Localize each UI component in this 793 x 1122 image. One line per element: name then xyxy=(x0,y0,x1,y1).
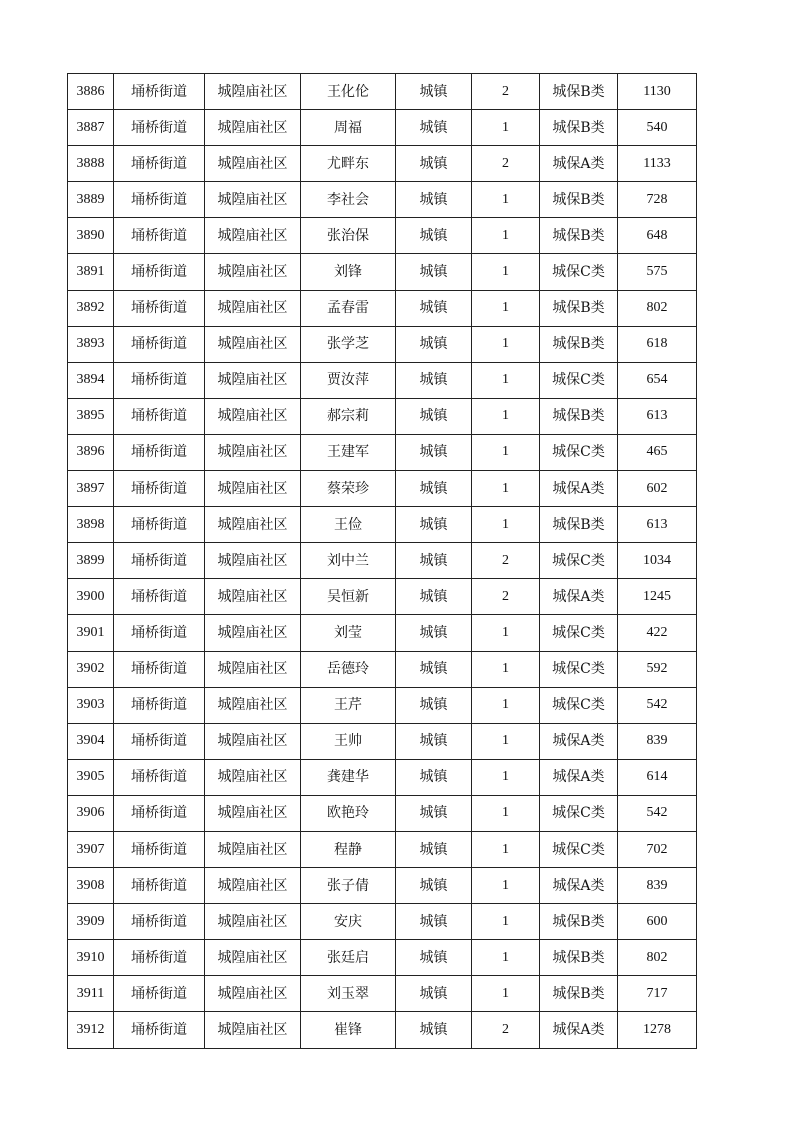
cell-person-count: 2 xyxy=(472,579,540,615)
cell-household-type: 城镇 xyxy=(396,940,472,976)
cell-insurance-category: 城保A类 xyxy=(540,723,618,759)
cell-person-name: 王芹 xyxy=(301,687,396,723)
cell-amount: 618 xyxy=(618,326,697,362)
table-row xyxy=(68,940,697,976)
cell-community: 城隍庙社区 xyxy=(205,940,301,976)
cell-amount: 602 xyxy=(618,471,697,507)
cell-community: 城隍庙社区 xyxy=(205,398,301,434)
cell-street: 埇桥街道 xyxy=(114,904,205,940)
cell-record-number: 3889 xyxy=(68,182,114,218)
cell-person-count: 1 xyxy=(472,362,540,398)
cell-record-number: 3891 xyxy=(68,254,114,290)
cell-amount: 592 xyxy=(618,651,697,687)
cell-amount: 717 xyxy=(618,976,697,1012)
cell-person-name: 贾汝萍 xyxy=(301,362,396,398)
cell-amount: 648 xyxy=(618,218,697,254)
cell-household-type: 城镇 xyxy=(396,507,472,543)
cell-insurance-category: 城保C类 xyxy=(540,615,618,651)
cell-person-count: 1 xyxy=(472,507,540,543)
cell-street: 埇桥街道 xyxy=(114,831,205,867)
table-row xyxy=(68,182,697,218)
cell-household-type: 城镇 xyxy=(396,1012,472,1048)
cell-household-type: 城镇 xyxy=(396,398,472,434)
cell-community: 城隍庙社区 xyxy=(205,507,301,543)
cell-record-number: 3899 xyxy=(68,543,114,579)
cell-person-name: 周福 xyxy=(301,110,396,146)
cell-amount: 1034 xyxy=(618,543,697,579)
cell-street: 埇桥街道 xyxy=(114,795,205,831)
table-row xyxy=(68,868,697,904)
cell-record-number: 3906 xyxy=(68,795,114,831)
cell-insurance-category: 城保A类 xyxy=(540,868,618,904)
cell-record-number: 3909 xyxy=(68,904,114,940)
cell-insurance-category: 城保B类 xyxy=(540,326,618,362)
table-row xyxy=(68,290,697,326)
cell-person-name: 张治保 xyxy=(301,218,396,254)
cell-insurance-category: 城保B类 xyxy=(540,110,618,146)
cell-community: 城隍庙社区 xyxy=(205,615,301,651)
table-row xyxy=(68,543,697,579)
cell-person-name: 王化伦 xyxy=(301,74,396,110)
cell-street: 埇桥街道 xyxy=(114,290,205,326)
cell-household-type: 城镇 xyxy=(396,74,472,110)
cell-street: 埇桥街道 xyxy=(114,651,205,687)
cell-household-type: 城镇 xyxy=(396,976,472,1012)
cell-person-count: 2 xyxy=(472,1012,540,1048)
cell-person-name: 欧艳玲 xyxy=(301,795,396,831)
cell-person-count: 1 xyxy=(472,723,540,759)
cell-insurance-category: 城保B类 xyxy=(540,904,618,940)
cell-person-count: 1 xyxy=(472,398,540,434)
cell-insurance-category: 城保A类 xyxy=(540,1012,618,1048)
cell-record-number: 3905 xyxy=(68,759,114,795)
cell-community: 城隍庙社区 xyxy=(205,362,301,398)
cell-person-name: 郝宗莉 xyxy=(301,398,396,434)
cell-person-count: 1 xyxy=(472,615,540,651)
cell-household-type: 城镇 xyxy=(396,795,472,831)
cell-amount: 613 xyxy=(618,507,697,543)
cell-community: 城隍庙社区 xyxy=(205,471,301,507)
cell-amount: 422 xyxy=(618,615,697,651)
cell-person-name: 王建军 xyxy=(301,434,396,470)
cell-amount: 802 xyxy=(618,290,697,326)
cell-household-type: 城镇 xyxy=(396,759,472,795)
cell-community: 城隍庙社区 xyxy=(205,795,301,831)
cell-street: 埇桥街道 xyxy=(114,868,205,904)
cell-household-type: 城镇 xyxy=(396,254,472,290)
records-table xyxy=(67,73,697,1049)
cell-person-count: 2 xyxy=(472,74,540,110)
table-row xyxy=(68,74,697,110)
cell-community: 城隍庙社区 xyxy=(205,831,301,867)
cell-street: 埇桥街道 xyxy=(114,615,205,651)
cell-person-count: 1 xyxy=(472,434,540,470)
cell-household-type: 城镇 xyxy=(396,687,472,723)
cell-household-type: 城镇 xyxy=(396,723,472,759)
cell-person-name: 尤畔东 xyxy=(301,146,396,182)
cell-community: 城隍庙社区 xyxy=(205,434,301,470)
cell-amount: 1278 xyxy=(618,1012,697,1048)
cell-insurance-category: 城保C类 xyxy=(540,651,618,687)
cell-community: 城隍庙社区 xyxy=(205,651,301,687)
cell-amount: 839 xyxy=(618,868,697,904)
cell-community: 城隍庙社区 xyxy=(205,218,301,254)
cell-street: 埇桥街道 xyxy=(114,687,205,723)
cell-street: 埇桥街道 xyxy=(114,254,205,290)
cell-person-count: 1 xyxy=(472,182,540,218)
cell-person-name: 刘中兰 xyxy=(301,543,396,579)
cell-amount: 728 xyxy=(618,182,697,218)
cell-insurance-category: 城保B类 xyxy=(540,398,618,434)
cell-street: 埇桥街道 xyxy=(114,723,205,759)
cell-person-count: 1 xyxy=(472,759,540,795)
cell-amount: 575 xyxy=(618,254,697,290)
cell-street: 埇桥街道 xyxy=(114,146,205,182)
cell-person-name: 龚建华 xyxy=(301,759,396,795)
table-row xyxy=(68,218,697,254)
cell-person-count: 2 xyxy=(472,146,540,182)
table-row xyxy=(68,904,697,940)
cell-amount: 1133 xyxy=(618,146,697,182)
cell-record-number: 3908 xyxy=(68,868,114,904)
cell-insurance-category: 城保A类 xyxy=(540,579,618,615)
cell-community: 城隍庙社区 xyxy=(205,146,301,182)
cell-street: 埇桥街道 xyxy=(114,182,205,218)
cell-household-type: 城镇 xyxy=(396,434,472,470)
cell-person-name: 张学芝 xyxy=(301,326,396,362)
table-row xyxy=(68,398,697,434)
table-row xyxy=(68,723,697,759)
cell-household-type: 城镇 xyxy=(396,326,472,362)
cell-person-count: 1 xyxy=(472,831,540,867)
cell-insurance-category: 城保B类 xyxy=(540,290,618,326)
cell-street: 埇桥街道 xyxy=(114,543,205,579)
cell-person-count: 1 xyxy=(472,868,540,904)
cell-insurance-category: 城保B类 xyxy=(540,507,618,543)
cell-community: 城隍庙社区 xyxy=(205,904,301,940)
cell-amount: 702 xyxy=(618,831,697,867)
cell-household-type: 城镇 xyxy=(396,651,472,687)
cell-person-name: 王帅 xyxy=(301,723,396,759)
cell-street: 埇桥街道 xyxy=(114,218,205,254)
cell-street: 埇桥街道 xyxy=(114,326,205,362)
cell-street: 埇桥街道 xyxy=(114,434,205,470)
cell-record-number: 3896 xyxy=(68,434,114,470)
cell-insurance-category: 城保B类 xyxy=(540,182,618,218)
cell-amount: 600 xyxy=(618,904,697,940)
cell-person-name: 程静 xyxy=(301,831,396,867)
cell-street: 埇桥街道 xyxy=(114,398,205,434)
cell-household-type: 城镇 xyxy=(396,868,472,904)
cell-community: 城隍庙社区 xyxy=(205,74,301,110)
cell-street: 埇桥街道 xyxy=(114,471,205,507)
cell-amount: 542 xyxy=(618,687,697,723)
cell-insurance-category: 城保C类 xyxy=(540,795,618,831)
cell-person-name: 李社会 xyxy=(301,182,396,218)
cell-street: 埇桥街道 xyxy=(114,74,205,110)
cell-record-number: 3902 xyxy=(68,651,114,687)
cell-street: 埇桥街道 xyxy=(114,759,205,795)
cell-insurance-category: 城保C类 xyxy=(540,254,618,290)
cell-person-name: 蔡荣珍 xyxy=(301,471,396,507)
table-row xyxy=(68,687,697,723)
table-row xyxy=(68,362,697,398)
cell-record-number: 3887 xyxy=(68,110,114,146)
cell-person-name: 崔锋 xyxy=(301,1012,396,1048)
cell-record-number: 3912 xyxy=(68,1012,114,1048)
cell-insurance-category: 城保B类 xyxy=(540,940,618,976)
cell-amount: 465 xyxy=(618,434,697,470)
cell-insurance-category: 城保A类 xyxy=(540,146,618,182)
cell-person-name: 安庆 xyxy=(301,904,396,940)
cell-community: 城隍庙社区 xyxy=(205,976,301,1012)
table-row xyxy=(68,615,697,651)
cell-person-count: 1 xyxy=(472,651,540,687)
cell-person-count: 1 xyxy=(472,254,540,290)
cell-amount: 654 xyxy=(618,362,697,398)
table-body xyxy=(68,74,697,1049)
cell-person-name: 岳德玲 xyxy=(301,651,396,687)
cell-person-name: 张子倩 xyxy=(301,868,396,904)
cell-household-type: 城镇 xyxy=(396,904,472,940)
cell-community: 城隍庙社区 xyxy=(205,182,301,218)
table-row xyxy=(68,831,697,867)
cell-record-number: 3897 xyxy=(68,471,114,507)
table-row xyxy=(68,795,697,831)
cell-person-count: 1 xyxy=(472,290,540,326)
cell-record-number: 3911 xyxy=(68,976,114,1012)
cell-record-number: 3893 xyxy=(68,326,114,362)
cell-record-number: 3904 xyxy=(68,723,114,759)
table-row xyxy=(68,434,697,470)
cell-household-type: 城镇 xyxy=(396,110,472,146)
cell-person-count: 1 xyxy=(472,218,540,254)
cell-street: 埇桥街道 xyxy=(114,579,205,615)
cell-household-type: 城镇 xyxy=(396,182,472,218)
cell-insurance-category: 城保A类 xyxy=(540,759,618,795)
cell-person-name: 刘莹 xyxy=(301,615,396,651)
cell-person-count: 1 xyxy=(472,940,540,976)
cell-record-number: 3903 xyxy=(68,687,114,723)
cell-person-name: 王俭 xyxy=(301,507,396,543)
cell-community: 城隍庙社区 xyxy=(205,1012,301,1048)
cell-record-number: 3888 xyxy=(68,146,114,182)
cell-insurance-category: 城保B类 xyxy=(540,74,618,110)
cell-record-number: 3894 xyxy=(68,362,114,398)
table-row xyxy=(68,110,697,146)
cell-amount: 613 xyxy=(618,398,697,434)
cell-person-count: 1 xyxy=(472,976,540,1012)
cell-person-count: 1 xyxy=(472,687,540,723)
table-row xyxy=(68,146,697,182)
cell-street: 埇桥街道 xyxy=(114,507,205,543)
cell-community: 城隍庙社区 xyxy=(205,326,301,362)
cell-record-number: 3895 xyxy=(68,398,114,434)
cell-household-type: 城镇 xyxy=(396,218,472,254)
cell-community: 城隍庙社区 xyxy=(205,254,301,290)
cell-amount: 839 xyxy=(618,723,697,759)
table-row xyxy=(68,471,697,507)
cell-record-number: 3907 xyxy=(68,831,114,867)
table-row xyxy=(68,651,697,687)
cell-household-type: 城镇 xyxy=(396,146,472,182)
cell-amount: 614 xyxy=(618,759,697,795)
cell-person-name: 孟春雷 xyxy=(301,290,396,326)
cell-person-name: 刘锋 xyxy=(301,254,396,290)
table-row xyxy=(68,507,697,543)
cell-amount: 1130 xyxy=(618,74,697,110)
cell-amount: 1245 xyxy=(618,579,697,615)
cell-street: 埇桥街道 xyxy=(114,940,205,976)
cell-street: 埇桥街道 xyxy=(114,1012,205,1048)
table-row xyxy=(68,579,697,615)
cell-amount: 540 xyxy=(618,110,697,146)
cell-household-type: 城镇 xyxy=(396,471,472,507)
cell-community: 城隍庙社区 xyxy=(205,110,301,146)
cell-household-type: 城镇 xyxy=(396,615,472,651)
cell-street: 埇桥街道 xyxy=(114,110,205,146)
cell-person-count: 1 xyxy=(472,471,540,507)
cell-record-number: 3900 xyxy=(68,579,114,615)
cell-insurance-category: 城保B类 xyxy=(540,976,618,1012)
cell-insurance-category: 城保A类 xyxy=(540,471,618,507)
cell-record-number: 3898 xyxy=(68,507,114,543)
cell-community: 城隍庙社区 xyxy=(205,759,301,795)
cell-record-number: 3901 xyxy=(68,615,114,651)
cell-household-type: 城镇 xyxy=(396,543,472,579)
cell-insurance-category: 城保C类 xyxy=(540,687,618,723)
table-row xyxy=(68,1012,697,1048)
cell-insurance-category: 城保C类 xyxy=(540,831,618,867)
cell-person-name: 吴恒新 xyxy=(301,579,396,615)
cell-street: 埇桥街道 xyxy=(114,362,205,398)
cell-community: 城隍庙社区 xyxy=(205,543,301,579)
cell-record-number: 3892 xyxy=(68,290,114,326)
cell-person-count: 1 xyxy=(472,904,540,940)
cell-person-count: 2 xyxy=(472,543,540,579)
cell-insurance-category: 城保C类 xyxy=(540,362,618,398)
cell-household-type: 城镇 xyxy=(396,290,472,326)
cell-person-name: 张廷启 xyxy=(301,940,396,976)
table-row xyxy=(68,759,697,795)
cell-record-number: 3910 xyxy=(68,940,114,976)
table-row xyxy=(68,976,697,1012)
cell-record-number: 3886 xyxy=(68,74,114,110)
cell-insurance-category: 城保C类 xyxy=(540,543,618,579)
cell-community: 城隍庙社区 xyxy=(205,868,301,904)
cell-household-type: 城镇 xyxy=(396,579,472,615)
cell-amount: 802 xyxy=(618,940,697,976)
cell-person-name: 刘玉翠 xyxy=(301,976,396,1012)
cell-street: 埇桥街道 xyxy=(114,976,205,1012)
cell-person-count: 1 xyxy=(472,795,540,831)
cell-household-type: 城镇 xyxy=(396,831,472,867)
cell-record-number: 3890 xyxy=(68,218,114,254)
cell-community: 城隍庙社区 xyxy=(205,290,301,326)
cell-community: 城隍庙社区 xyxy=(205,723,301,759)
cell-community: 城隍庙社区 xyxy=(205,687,301,723)
table-row xyxy=(68,326,697,362)
cell-insurance-category: 城保C类 xyxy=(540,434,618,470)
cell-community: 城隍庙社区 xyxy=(205,579,301,615)
cell-insurance-category: 城保B类 xyxy=(540,218,618,254)
table-row xyxy=(68,254,697,290)
cell-household-type: 城镇 xyxy=(396,362,472,398)
cell-person-count: 1 xyxy=(472,326,540,362)
cell-person-count: 1 xyxy=(472,110,540,146)
cell-amount: 542 xyxy=(618,795,697,831)
